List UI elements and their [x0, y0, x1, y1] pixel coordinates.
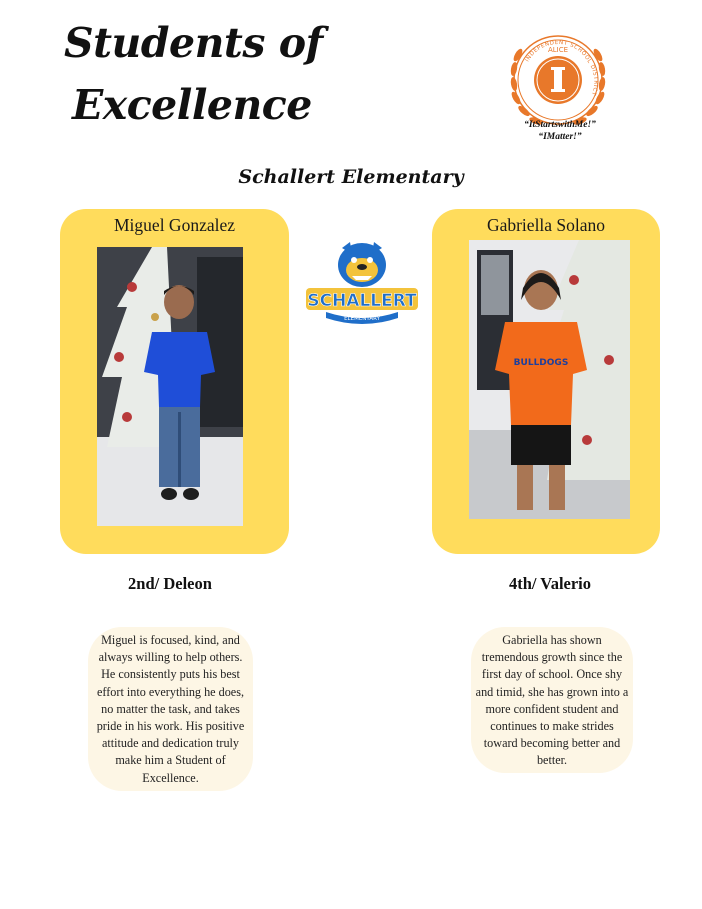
shirt-text: BULLDOGS [513, 358, 569, 368]
mascot-wordmark: SCHALLERT [307, 291, 417, 311]
student-photo [469, 240, 630, 519]
page-title [64, 12, 323, 136]
grade-teacher-label: 4th/ Valerio [508, 574, 592, 593]
seal-top-text: ALICE [547, 46, 569, 54]
title-line-2: Excellence [72, 81, 312, 129]
student-name: Gabriella Solano [486, 215, 606, 235]
student-photo [97, 247, 243, 526]
title-line-1: Students of [64, 19, 323, 67]
student-description: Gabriella has shown tremendous growth since the first day of school. Once shy and timid, she has grown into a more confident student and continues to make strides toward becoming better and better. [471, 627, 633, 773]
school-name: Schallert Elementary [238, 166, 464, 188]
student-card-gabriella [432, 209, 660, 554]
student-card-miguel [60, 209, 289, 554]
motto-line-2: “IMatter!” [538, 132, 582, 142]
mascot-subtext: ELEMENTARY [344, 316, 380, 322]
student-name: Miguel Gonzalez [114, 215, 235, 235]
grade-teacher-label: 2nd/ Deleon [128, 574, 212, 593]
schallert-bulldog-logo [302, 240, 422, 325]
student-description: Miguel is focused, kind, and always willing to help others. He consistently puts his best effort into everything he does, no matter the task, and takes pride in his work. His positive attitude and dedication truly make him a Student of Excellence. [88, 627, 253, 791]
district-motto [490, 119, 630, 143]
motto-line-1: “ItStartswithMe!” [524, 120, 596, 130]
seal-ring-text: INDEPENDENT SCHOOL DISTRICT [524, 39, 599, 97]
